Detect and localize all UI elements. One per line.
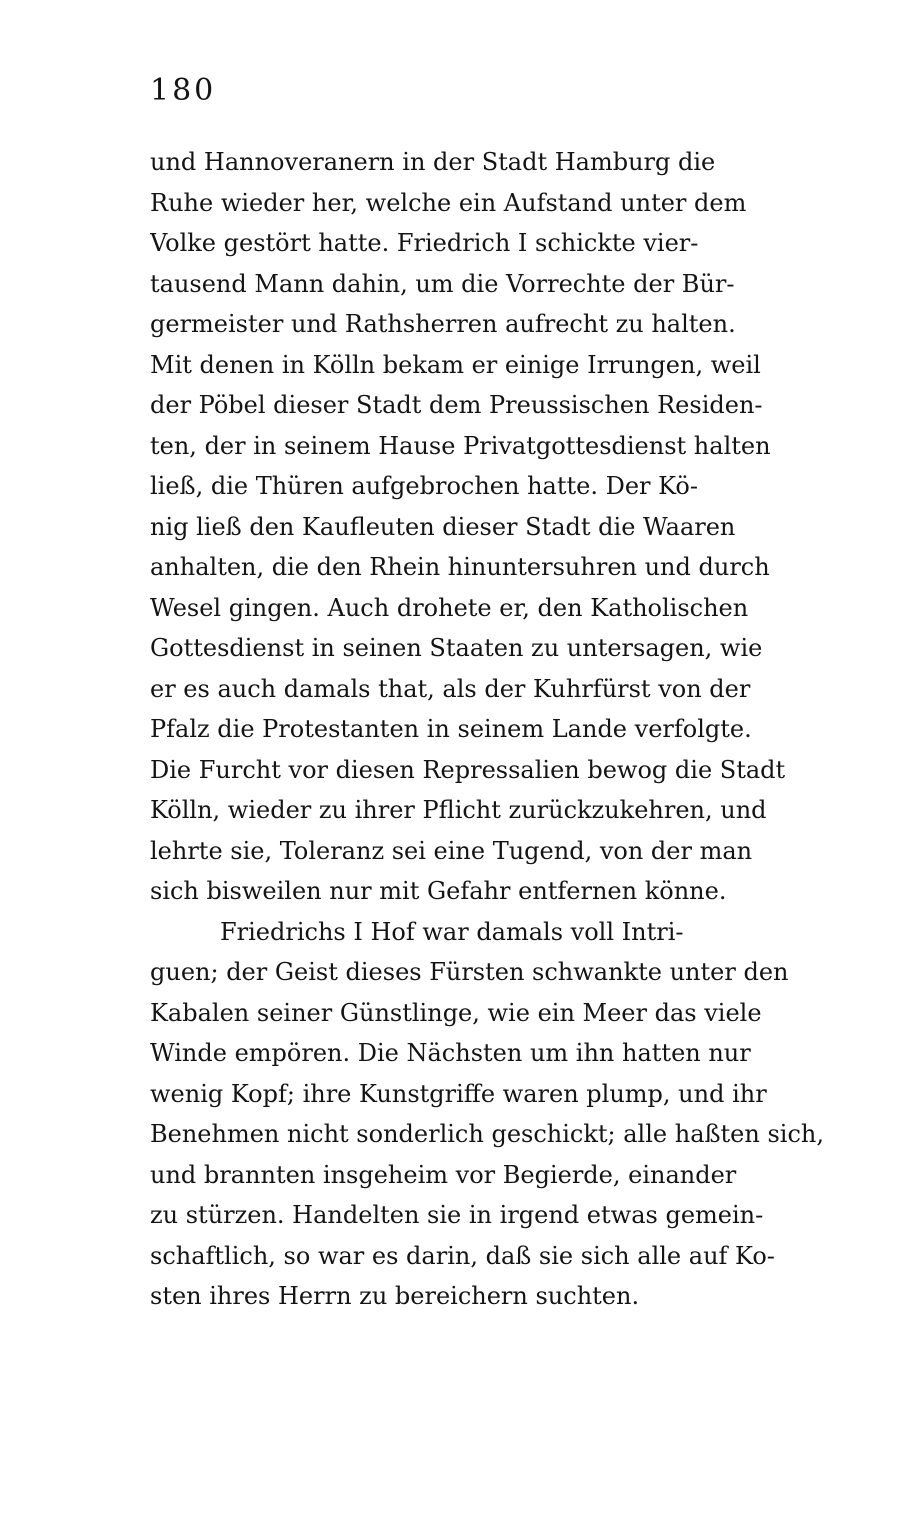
text-line: Winde empören. Die Nächsten um ihn hatten nur (150, 1039, 751, 1067)
text-line: guen; der Geist dieses Fürsten schwankte unter den (150, 958, 789, 986)
text-line: ließ, die Thüren aufgebrochen hatte. Der Kö- (150, 472, 698, 500)
text-line: Die Furcht vor diesen Repressalien bewog die Stadt (150, 755, 786, 784)
text-line: lehrte sie, Toleranz sei eine Tugend, von der man (150, 836, 753, 865)
body-text (150, 142, 840, 1317)
text-line: germeister und Rathsherren aufrecht zu halten. (150, 310, 736, 338)
text-line: ten, der in seinem Hause Privatgottesdienst halten (150, 431, 771, 460)
text-line: Gottesdienst in seinen Staaten zu untersagen, wie (150, 634, 763, 662)
text-line: Mit denen in Kölln bekam er einige Irrungen, weil (150, 350, 761, 379)
text-line: Pfalz die Protestanten in seinem Lande verfolgte. (150, 715, 752, 743)
text-line: sich bisweilen nur mit Gefahr entfernen könne. (150, 877, 727, 905)
text-line: und Hannoveranern in der Stadt Hamburg die (150, 148, 716, 176)
text-line: und brannten insgeheim vor Begierde, einander (150, 1160, 737, 1189)
text-line: Wesel gingen. Auch drohete er, den Katholischen (150, 593, 749, 622)
text-line: wenig Kopf; ihre Kunstgriffe waren plump, und ihr (150, 1079, 767, 1108)
text-line: der Pöbel dieser Stadt dem Preussischen Residen- (150, 391, 763, 419)
text-line: tausend Mann dahin, um die Vorrechte der Bür- (150, 269, 735, 298)
text-line: er es auch damals that, als der Kuhrfürst von der (150, 674, 751, 703)
text-line: sten ihres Herrn zu bereichern suchten. (150, 1282, 640, 1310)
text-line: Kabalen seiner Günstlinge, wie ein Meer das viele (150, 998, 762, 1027)
paragraph-start-line: Friedrichs I Hof war damals voll Intri- (220, 917, 684, 946)
text-line: Volke gestört hatte. Friedrich I schickte vier- (150, 229, 699, 257)
text-line: anhalten, die den Rhein hinuntersuhren und durch (150, 553, 770, 581)
text-line: Kölln, wieder zu ihrer Pflicht zurückzukehren, und (150, 796, 767, 824)
text-line: zu stürzen. Handelten sie in irgend etwas gemein- (150, 1201, 764, 1229)
text-line: schaftlich, so war es darin, daß sie sich alle auf Ko- (150, 1241, 775, 1270)
text-line: Benehmen nicht sonderlich geschickt; alle haßten sich, (150, 1120, 824, 1148)
page-number: 180 (150, 73, 217, 108)
text-line: Ruhe wieder her, welche ein Aufstand unter dem (150, 188, 747, 217)
text-line: nig ließ den Kaufleuten dieser Stadt die Waaren (150, 512, 736, 541)
